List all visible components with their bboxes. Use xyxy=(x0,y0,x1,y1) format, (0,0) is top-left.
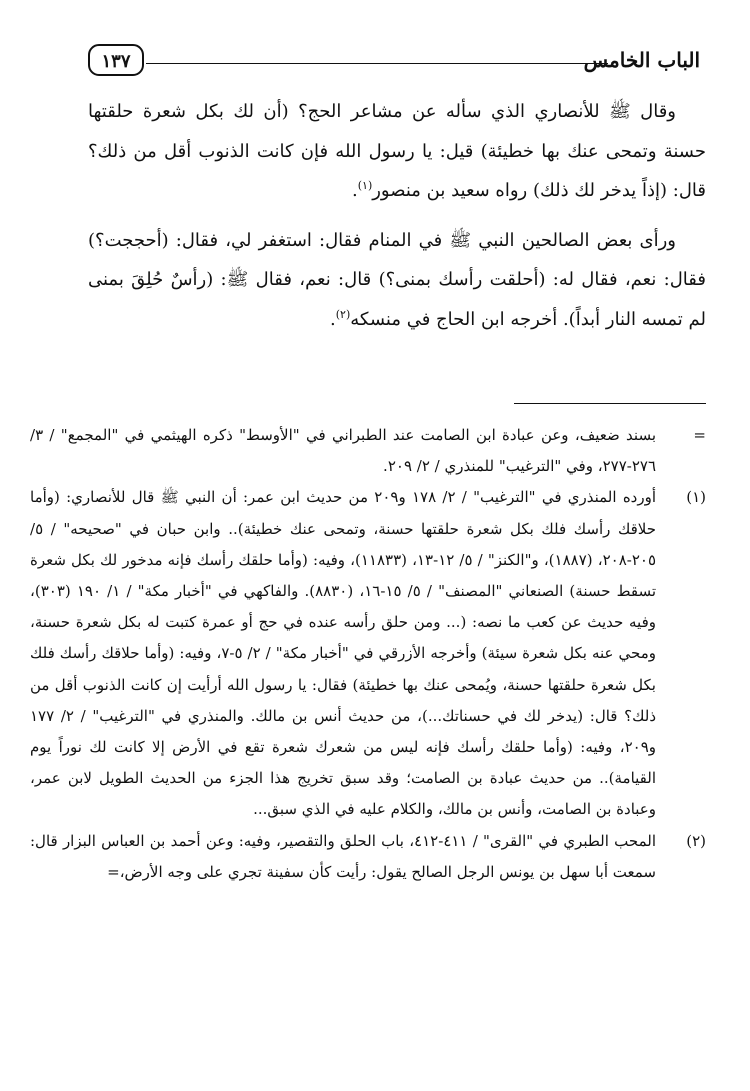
header-rule xyxy=(146,63,608,64)
main-text xyxy=(88,92,706,349)
footnote-1 xyxy=(30,482,706,825)
page-header xyxy=(88,42,700,82)
footnote-ref-1: (١) xyxy=(357,179,373,192)
footnote-continuation xyxy=(30,420,706,482)
paragraph-1: وقال ﷺ للأنصاري الذي سأله عن مشاعر الحج؟ (أن لك بكل شعرة حلقتها حسنة وتمحى عنك بها خطيئة) قيل: يا رسول الله فإن كانت الذنوب أقل من ذلك؟ قال: (إذاً يدخر لك ذلك) رواه سعيد بن منصور$^{(١)}$. xyxy=(88,101,706,201)
footnote-divider xyxy=(514,403,706,404)
page-number: ١٣٧ xyxy=(88,44,144,76)
footnote-label: = xyxy=(693,426,706,444)
footnote-label: (٢) xyxy=(686,831,706,850)
paragraph-2-text: ورأى بعض الصالحين النبي ﷺ في المنام فقال: استغفر لي، فقال: (أحججت؟) فقال: نعم، فقال له: (أحلقت رأسك بمنى؟) قال: نعم، فقال ﷺ: (رأسٌ حُلِقَ بمنى لم تمسه النار أبداً). أخرجه ابن الحاج في منسكه xyxy=(88,229,706,330)
paragraph-1-text: وقال ﷺ للأنصاري الذي سأله عن مشاعر الحج؟ (أن لك بكل شعرة حلقتها حسنة وتمحى عنك بها خطيئة) قيل: يا رسول الله فإن كانت الذنوب أقل من ذلك؟ قال: (إذاً يدخر لك ذلك) رواه سعيد بن منصور xyxy=(88,101,706,201)
chapter-title: الباب الخامس xyxy=(583,48,700,72)
footnote-ref-2: (٢) xyxy=(335,307,351,321)
footnote-text: أورده المنذري في "الترغيب" / ٢/ ١٧٨ و٢٠٩ من حديث ابن عمر: أن النبي ﷺ قال للأنصاري: (وأما حلاقك رأسك فلك بكل شعرة حلقتها حسنة، وتمحى عنك خطيئة).. وابن حبان في "صحيحه" / ٥/ ٢٠٥-٢٠٨، (١٨٨٧)، و"الكنز" / ٥/ ١٢-١٣، (١١٨٣٣)، وفيه: (وأما حلقك رأسك فإنه مدخور لك بكل شعرة تسقط حسنة) الصنعاني "المصنف" / ٥/ ١٥-١٦، (٨٨٣٠). والفاكهي في "أخبار مكة" / ١/ ١٩٠ (٣٠٣)، وفيه حديث عن كعب ما نصه: (... ومن حلق رأسه عنده في حج أو عمرة كتبت له بكل شعرة حسنة، ومحي عنه بكل شعرة سيئة) وأخرجه الأزرقي في "أخبار مكة" / ٢/ ٥-٧، وفيه: (وأما حلاقك رأسك فلك بكل شعرة حلقتها حسنة، ويُمحى عنك بها خطيئة) فقال: يا رسول الله أرأيت إن كانت الذنوب أقل من ذلك؟ قال: (يدخر لك في حسناتك...)، من حديث أنس بن مالك. والمنذري في "الترغيب" / ٢/ ١٧٧ و٢٠٩، وفيه: (وأما حلقك رأسك فإنه ليس من شعرك شعرة تقع في الأرض إلا كانت لك نوراً يوم القيامة).. من حديث عبادة بن الصامت؛ وقد سبق تخريج هذا الجزء من الحديث الطويل لابن عمر، وعبادة بن الصامت، وأنس بن مالك، والكلام عليه في الذي سبق... xyxy=(30,488,657,819)
footnote-text: بسند ضعيف، وعن عبادة ابن الصامت عند الطبراني في "الأوسط" ذكره الهيثمي في "المجمع" / ٣/ ٢٧٦-٢٧٧، وفي "الترغيب" للمنذري / ٢/ ٢٠٩. xyxy=(30,426,656,476)
paragraph-2: ورأى بعض الصالحين النبي ﷺ في المنام فقال: استغفر لي، فقال: (أحججت؟) فقال: نعم، فقال له: (أحلقت رأسك بمنى؟) قال: نعم، فقال ﷺ: (رأسٌ حُلِقَ بمنى لم تمسه النار أبداً). أخرجه ابن الحاج في منسكه$^{(٢)}$. xyxy=(88,229,706,330)
footnotes xyxy=(30,420,706,888)
footnote-2 xyxy=(30,826,706,888)
footnote-text: المحب الطبري في "القرى" / ٤١١-٤١٢، باب الحلق والتقصير، وفيه: وعن أحمد بن العباس البزار قال: سمعت أبا سهل بن يونس الرجل الصالح يقول: رأيت كأن سفينة تجري على وجه الأرض،= xyxy=(30,831,656,881)
footnote-label: (١) xyxy=(686,488,706,507)
